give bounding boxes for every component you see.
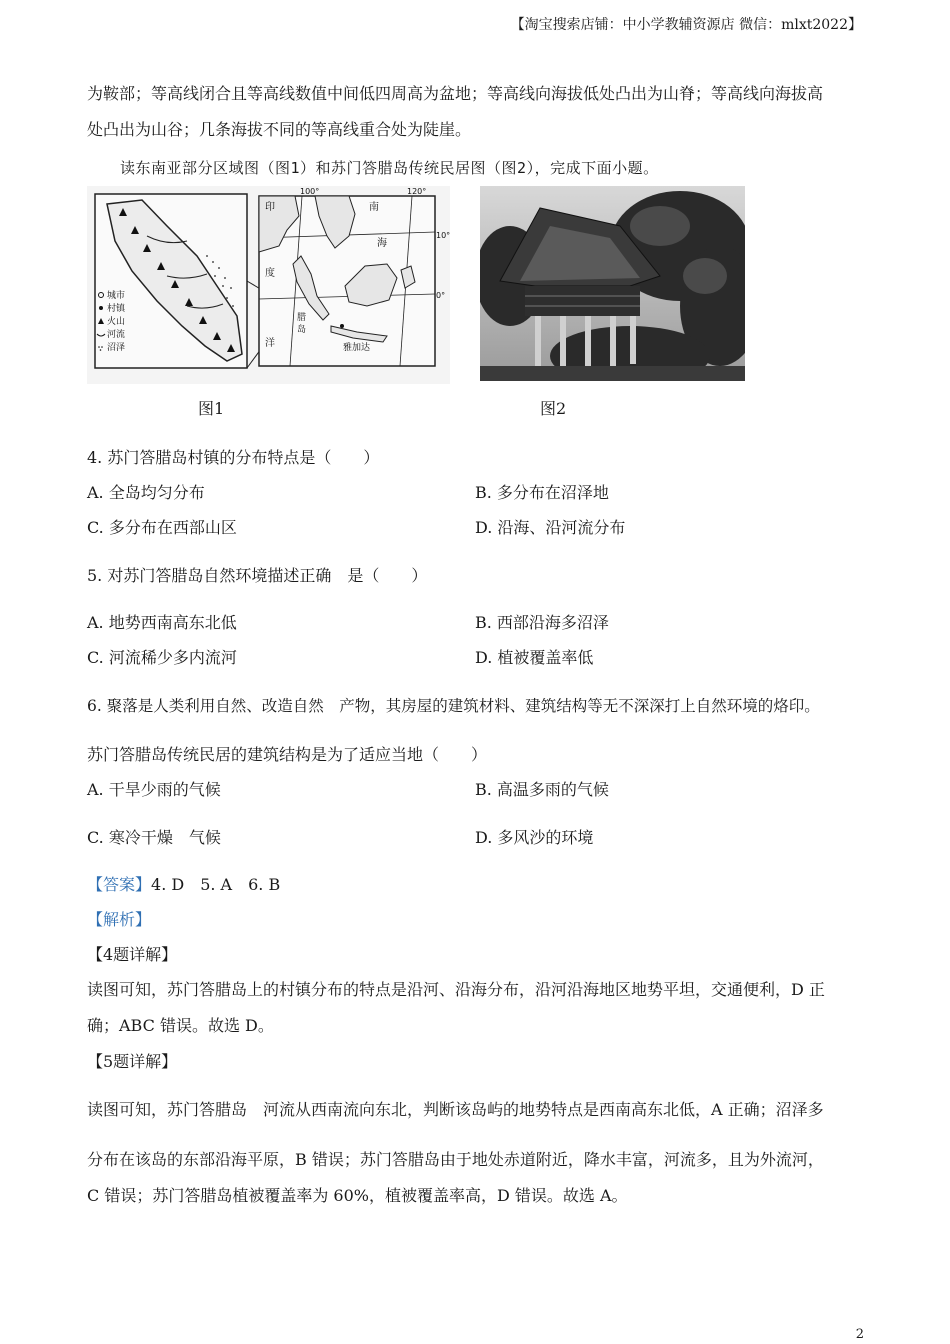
label-la: 腊 — [297, 313, 307, 323]
answer-line — [87, 875, 280, 895]
question-4-option-a: A. 全岛均匀分布 — [87, 483, 205, 502]
question-6-option-d: D. 多风沙的环境 — [475, 828, 594, 847]
question-5-option-c: C. 河流稀少多内流河 — [87, 648, 237, 667]
legend-swamp: 沼泽 — [107, 343, 126, 353]
detail-4-label: 【4题详解】 — [87, 945, 178, 964]
shop-header-note: 【淘宝搜索店铺：中小学教辅资源店 微信：mlxt2022】 — [510, 17, 862, 33]
label-hai: 海 — [377, 238, 387, 249]
label-yin: 印 — [265, 202, 275, 213]
legend-town: 村镇 — [107, 304, 126, 314]
figure-1-map — [87, 186, 450, 384]
label-du: 度 — [265, 268, 275, 279]
detail-5-line-3: C 错误；苏门答腊岛植被覆盖率为 60%，植被覆盖率高，D 错误。故选 A。 — [87, 1186, 628, 1205]
legend-city: 城市 — [107, 291, 126, 301]
answer-label: 【答案】 — [87, 875, 152, 894]
question-5-stem: 5. 对苏门答腊岛自然环境描述正确 是（ ） — [87, 566, 428, 585]
label-dao: 岛 — [297, 325, 307, 335]
detail-5-label: 【5题详解】 — [87, 1052, 178, 1071]
lon-100: 100° — [300, 187, 320, 196]
label-jakarta: 雅加达 — [343, 343, 371, 353]
label-nan: 南 — [369, 202, 379, 213]
question-5-option-d: D. 植被覆盖率低 — [475, 648, 594, 667]
analysis-label: 【解析】 — [87, 910, 152, 929]
lat-10: 10° — [436, 231, 450, 240]
legend-volcano: 火山 — [107, 317, 126, 327]
question-6-stem: 6. 聚落是人类利用自然、改造自然 产物，其房屋的建筑材料、建筑结构等无不深深打上自然环境的烙印。 — [87, 697, 820, 715]
question-4-option-b: B. 多分布在沼泽地 — [475, 483, 609, 502]
question-6-option-b: B. 高温多雨的气候 — [475, 780, 609, 799]
detail-4-line-2: 确；ABC 错误。故选 D。 — [87, 1016, 274, 1035]
question-6-option-c: C. 寒冷干燥 气候 — [87, 828, 221, 847]
detail-4-line-1: 读图可知，苏门答腊岛上的村镇分布的特点是沿河、沿海分布，沿河沿海地区地势平坦，交通便利，D 正 — [87, 980, 825, 999]
page-number: 2 — [855, 1327, 864, 1342]
question-4-option-c: C. 多分布在西部山区 — [87, 518, 237, 537]
lon-120: 120° — [407, 187, 427, 196]
figure-1-caption: 图1 — [198, 399, 225, 418]
figure-2-caption: 图2 — [540, 399, 567, 418]
figure-2-photo — [480, 186, 745, 381]
question-6-stem-2: 苏门答腊岛传统民居的建筑结构是为了适应当地（ ） — [87, 745, 488, 764]
label-yang: 洋 — [265, 338, 275, 349]
question-6-option-a: A. 干旱少雨的气候 — [87, 780, 221, 799]
detail-5-line-2: 分布在该岛的东部沿海平原，B 错误；苏门答腊岛由于地处赤道附近，降水丰富，河流多，且为外流河， — [87, 1150, 824, 1169]
question-5-option-b: B. 西部沿海多沼泽 — [475, 613, 609, 632]
question-4-stem: 4. 苏门答腊岛村镇的分布特点是（ ） — [87, 448, 380, 467]
legend-river: 河流 — [107, 330, 126, 340]
detail-5-line-1: 读图可知，苏门答腊岛 河流从西南流向东北，判断该岛屿的地势特点是西南高东北低，A 正确；沼泽多 — [87, 1100, 824, 1119]
question-4-option-d: D. 沿海、沿河流分布 — [475, 518, 626, 537]
instruction-text: 读东南亚部分区域图（图1）和苏门答腊岛传统民居图（图2），完成下面小题。 — [120, 159, 659, 177]
intro-line-2: 处凸出为山谷；几条海拔不同的等高线重合处为陡崖。 — [87, 120, 472, 139]
intro-line-1: 为鞍部；等高线闭合且等高线数值中间低四周高为盆地；等高线向海拔低处凸出为山脊；等高线向海拔高 — [87, 84, 824, 103]
lat-0: 0° — [436, 291, 446, 300]
question-5-option-a: A. 地势西南高东北低 — [87, 613, 237, 632]
answer-text: 4. D 5. A 6. B — [151, 875, 281, 894]
